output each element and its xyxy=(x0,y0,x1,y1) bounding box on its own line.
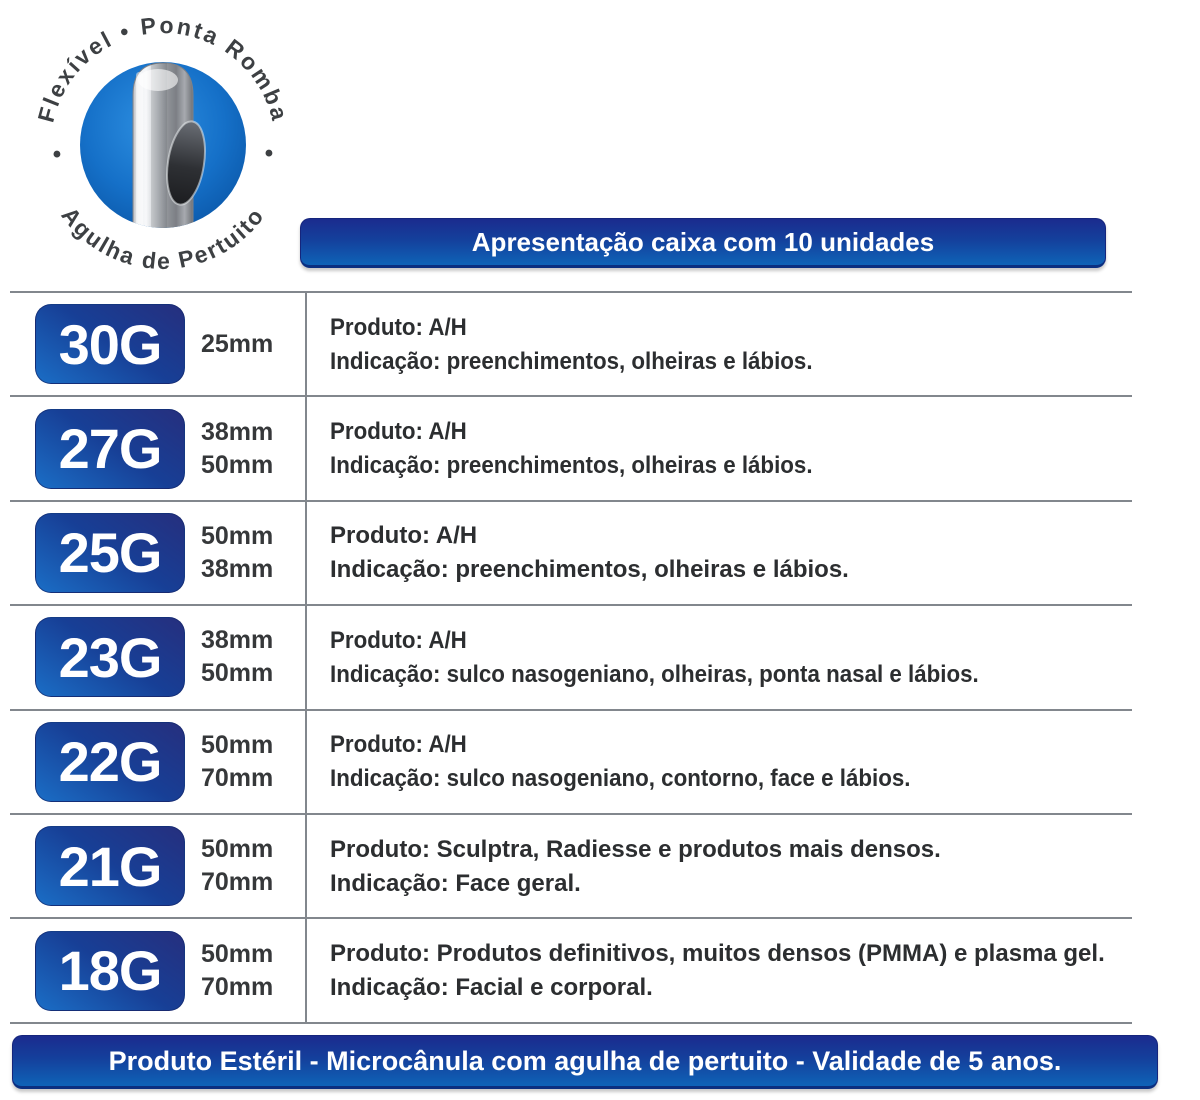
size-value: 38mm xyxy=(201,417,274,446)
size-value: 50mm xyxy=(201,835,274,864)
logo-badge xyxy=(10,0,316,300)
table-row xyxy=(10,502,1132,606)
ring-bullet-left: • xyxy=(52,141,62,168)
presentation-banner xyxy=(300,218,1106,268)
size-list xyxy=(201,624,273,690)
indication-line: Indicação: sulco nasogeniano, contorno, face e lábios. xyxy=(330,765,911,793)
product-line: Produto: A/H xyxy=(330,731,467,759)
size-list xyxy=(201,416,273,482)
product-line: Produto: A/H xyxy=(330,418,467,446)
product-line: Produto: A/H xyxy=(330,626,467,654)
gauge-badge: 25G xyxy=(35,513,185,593)
size-list xyxy=(201,729,273,795)
indication-line: Indicação: preenchimentos, olheiras e lábios. xyxy=(330,452,813,480)
presentation-banner-text: Apresentação caixa com 10 unidades xyxy=(471,226,935,257)
size-value: 50mm xyxy=(201,450,274,479)
size-value: 50mm xyxy=(201,659,274,688)
indication-line: Indicação: preenchimentos, olheiras e lábios. xyxy=(330,347,813,375)
indication-line: Indicação: sulco nasogeniano, olheiras, ponta nasal e lábios. xyxy=(330,660,979,688)
size-value: 50mm xyxy=(201,521,274,550)
table-row xyxy=(10,711,1132,815)
ring-text-bottom: Agulha de Pertuito xyxy=(56,201,270,275)
product-line: Produto: Produtos definitivos, muitos densos (PMMA) e plasma gel. xyxy=(330,940,1105,968)
size-list xyxy=(201,328,273,361)
gauge-badge: 18G xyxy=(35,931,185,1011)
size-value: 38mm xyxy=(201,626,274,655)
table-row xyxy=(10,397,1132,501)
size-list xyxy=(201,833,273,899)
ring-text-top: Flexível • Ponta Romba xyxy=(32,11,294,125)
size-value: 70mm xyxy=(201,868,274,897)
indication-line: Indicação: preenchimentos, olheiras e lábios. xyxy=(330,556,849,584)
gauge-badge: 23G xyxy=(35,617,185,697)
gauge-table xyxy=(10,291,1132,1024)
size-value: 50mm xyxy=(201,730,274,759)
product-line: Produto: A/H xyxy=(330,313,467,341)
gauge-badge: 27G xyxy=(35,409,185,489)
table-row xyxy=(10,919,1132,1023)
product-line: Produto: A/H xyxy=(330,522,478,550)
table-row xyxy=(10,293,1132,397)
size-value: 50mm xyxy=(201,939,274,968)
product-line: Produto: Sculptra, Radiesse e produtos mais densos. xyxy=(330,835,941,863)
size-value: 70mm xyxy=(201,763,274,792)
gauge-badge: 30G xyxy=(35,304,185,384)
sterile-banner-text: Produto Estéril - Microcânula com agulha de pertuito - Validade de 5 anos. xyxy=(108,1045,1062,1076)
ring-bullet-right: • xyxy=(264,140,274,167)
table-row xyxy=(10,606,1132,710)
size-value: 38mm xyxy=(201,554,274,583)
size-list xyxy=(201,520,273,586)
indication-line: Indicação: Face geral. xyxy=(330,869,581,897)
gauge-badge: 21G xyxy=(35,826,185,906)
table-row xyxy=(10,815,1132,919)
gauge-badge: 22G xyxy=(35,722,185,802)
size-list xyxy=(201,938,273,1004)
size-value: 70mm xyxy=(201,972,274,1001)
sterile-banner xyxy=(12,1035,1158,1089)
size-value: 25mm xyxy=(201,329,274,358)
indication-line: Indicação: Facial e corporal. xyxy=(330,974,653,1002)
